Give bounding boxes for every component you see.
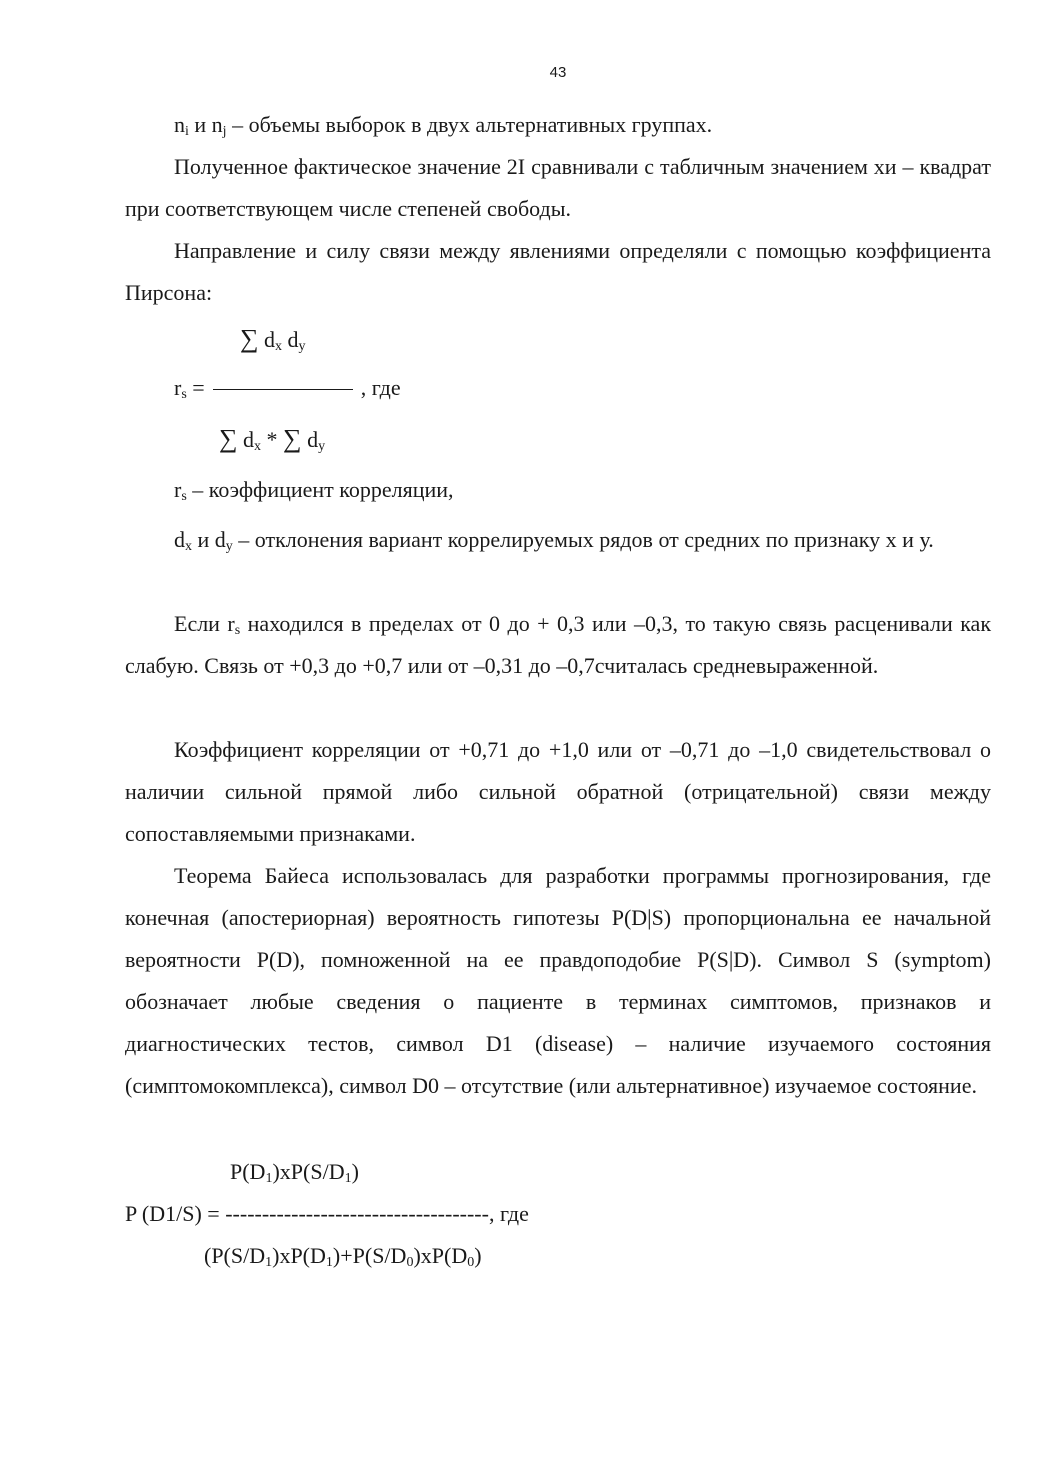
pearson-lhs: $r_s$ = , где bbox=[174, 375, 401, 402]
bayes-numerator: $P(D_1)xP(S/D_1)$ bbox=[230, 1159, 359, 1186]
paragraph-sample-sizes: $n_i$ и $n_j$ – объемы выборок в двух альтернативных группах. bbox=[174, 112, 713, 139]
paragraph-chi-square: Полученное фактическое значение 2I сравнивали с табличным значением хи – квадрат при соответствующем числе степеней свободы. bbox=[125, 154, 991, 221]
paragraph-bayes: Теорема Байеса использовалась для разработки программы прогнозирования, где конечная (апостериорная) вероятность гипотезы P(D|S) пропорциональна ее начальной вероятности P(D), помноженной на ее правдоподобие P(S|D). Символ S (symptom) обозначает любые сведения о пациенте в терминах симптомов, признаков и диагностических тестов, символ D1 (disease) – наличие изучаемого состояния (симптомокомплекса), символ D0 – отсутствие (или альтернативное) изучаемое состояние. bbox=[125, 863, 991, 1098]
paragraph-strong-link: Коэффициент корреляции от +0,71 до +1,0 или от –0,71 до –1,0 свидетельствовал о наличии сильной прямой либо сильной обратной (отрицательной) связи между сопоставляемыми признаками. bbox=[125, 737, 991, 846]
paragraph-rs-definition: $r_s$ – коэффициент корреляции, bbox=[174, 477, 454, 504]
fraction-bar bbox=[213, 389, 353, 390]
bayes-lhs: P (D1/S) = ------------------------------------, где bbox=[125, 1201, 529, 1226]
paragraph-deviations: $d_x$ и $d_y$ – отклонения вариант коррелируемых рядов от средних по признаку х и у. bbox=[174, 527, 934, 554]
page-number: 43 bbox=[549, 64, 567, 81]
bayes-denominator: ($P(S/D_1)xP(D_1)+P(S/D_0)xP(D_0)$ bbox=[204, 1243, 482, 1270]
pearson-denominator: ∑ $d_x$ * ∑ $d_y$ bbox=[219, 424, 326, 454]
pearson-numerator: ∑ $d_x$ $d_y$ bbox=[240, 324, 306, 354]
paragraph-weak-link: Если $r_s$ находился в пределах от 0 до + 0,3 или –0,3, то такую связь расценивали как слабую. Связь от +0,3 до +0,7 или от –0,31 до –0,7считалась средневыраженной. bbox=[125, 611, 992, 678]
paragraph-pearson-intro: Направление и силу связи между явлениями определяли с помощью коэффициента Пирсона: bbox=[125, 238, 991, 305]
